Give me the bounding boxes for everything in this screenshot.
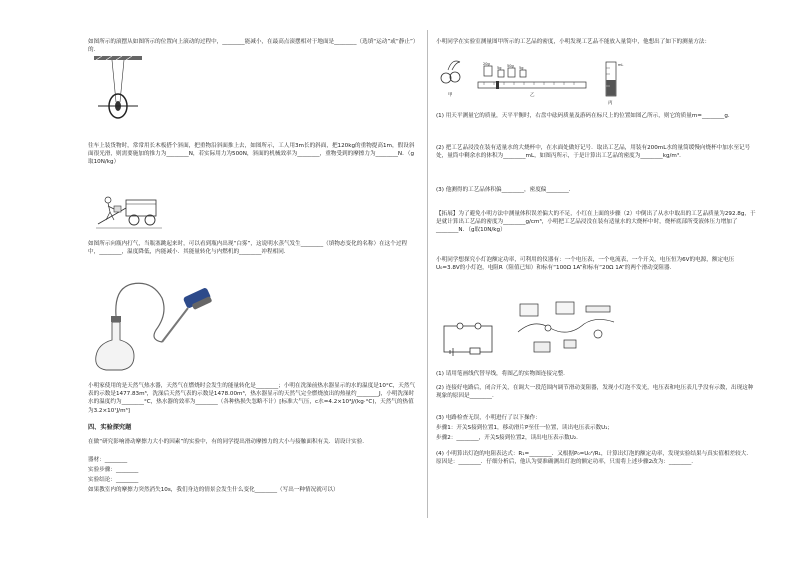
question-volume: (2) 把工艺品浸没在装有适量水的大烧杯中，在水面处做好记号．取出工艺品，用装有200mL水的量筒缓慢向烧杯中加水至记号处，量筒中剩余水的体积为________mL，如图丙所示，于是计算出工艺品的密度为________kg/m³. <box>436 145 751 160</box>
question-water-heater: 小明家使用的是天然气热水器，天然气在燃烧时会发生的能量转化是________；小明在洗澡前热水器显示的水的温度是10°C，天然气表的示数是1477.83m³，洗澡后天然气表的示数是1478.00m³，热水器显示的天然气完全燃烧放出的热量约________J，小明洗澡时水的温度约为________°C，热水器的效率为________（各种热损失忽略不计）[标准大气压，c水=4.2×10³J/(kg·°C)，天然气的热值为3.2×10⁷J/m³] <box>88 383 416 414</box>
question-lamp-intro: 小明同学想探究小灯泡额定功率，可利用的仪器有：一个电压表，一个电流表，一个开关，电压恒为6V的电源，额定电压U₀=3.8V的小灯泡，电阻R（阻值已知）和标有“100Ω 1A”和标有“20Ω 1A”的两个滑动变阻器. <box>436 257 735 272</box>
question-power-formula: (4) 小明算出灯泡的电阻表达式：R₁=________．又根据P₀=U₀²/R₁，计算出灯泡的额定功率，发现实验结果与真实值相差较大．原因是：________．仔细分析后，他认为要准确测出灯泡的额定功率，只需将上述步骤2改为：________. <box>436 451 752 466</box>
question-flask-pump: 如图所示向瓶内打气，当瓶塞跳起来时，可以看到瓶内出现“白雾”，这说明水蒸气发生________（填物态变化的名称）在这个过程中，________，温度降低，内能减小．其能量转化与内燃机的________冲程相同. <box>88 241 408 256</box>
label-bing: 丙 <box>608 101 613 106</box>
circuit-figures <box>438 292 638 364</box>
weight-label-3: 50g <box>507 64 514 68</box>
question-extension: 【拓展】为了避免小明方法中测量体积误差偏大的不足，小红在上面的步骤（2）中倒出了从水中取出的工艺品质量为292.8g，于是就计算出工艺品的密度为________g/cm³，小明把工艺品浸没在装有适量水的大烧杯中时，烧杯底部所受液体压力增加了________N．（g取10N/kg） <box>436 211 756 234</box>
question-fault: (2) 连接好电路后，闭合开关，在调大一段范围内调节滑动变阻器，发现小灯泡不发光，电压表和电压表几乎没有示数，出现这种现象的原因是________. <box>436 385 754 400</box>
artifact-figure <box>441 61 460 98</box>
question-operations: (3) 电路检查无误，小明进行了以下操作： <box>436 415 541 421</box>
density-figures <box>438 58 628 112</box>
label-yi: 乙 <box>530 93 535 98</box>
weight-label-1: 20g <box>483 62 490 66</box>
column-divider <box>427 30 428 518</box>
section-heading: 四、实验探究题 <box>88 424 132 431</box>
graduated-cylinder-figure <box>606 62 623 106</box>
answer-conclusion: 实验结论：________ <box>88 477 139 483</box>
cart-loading-figure <box>96 190 162 232</box>
question-connect-circuit: (1) 请用笔画线代替导线，将图乙的实物图连接完整. <box>436 371 565 377</box>
operation-step-1: 步骤1：开关S接到位置1，移动滑片P至任一位置，读出电压表示数U₁； <box>436 425 614 431</box>
balance-weights-figure <box>478 62 586 98</box>
weight-label-2: 5g <box>497 66 502 70</box>
question-inclined-plane: 往车上装货物时，常常用长木板搭个斜面，把重物沿斜面推上去，如图所示，工人用3m长的斜面，把120kg的重物提高1m，假设斜面很光滑，则需要施加的推力为________N，若实际用力为500N，斜面的机械效率为________，重物受到的摩擦力为________N．（g取10N/kg） <box>88 143 415 166</box>
question-mass: (1) 用天平测量它的质量，天平平衡时，右盘中砝码质量及游码在标尺上的位置如图乙所示，则它的质量m=________g. <box>436 113 730 119</box>
question-friction-disappear: 如果教室内的摩擦力突然消失10s，我们身边的情景会发生什么变化________（写出一种情况就可以） <box>88 487 339 493</box>
flask-pump-figure <box>92 278 222 372</box>
question-density-intro: 小明同学在实验室测量图甲所示的工艺品的密度，小明发现工艺品不能放入量筒中，他想出了如下的测量方法： <box>436 39 711 45</box>
question-friction-experiment: 在做“研究影响滑动摩擦力大小的因素”的实验中，有的同学提出滑动摩擦力的大小与接触面积有关．请设计实验． <box>88 439 368 445</box>
apparatus-figure <box>518 302 614 352</box>
weight-label-4: 5g <box>519 66 524 70</box>
operation-step-2: 步骤2：________，开关S接到位置2，读出电压表示数U₂. <box>436 435 578 441</box>
question-bias: (3) 他测得的工艺品体积偏________，密度偏________. <box>436 187 571 193</box>
answer-equipment: 器材：________ <box>88 457 128 463</box>
rolling-pendulum-figure <box>92 56 144 122</box>
cylinder-unit: mL <box>618 63 624 67</box>
question-rolling-pendulum: 如图所示的滚摆从如图所示的位置向上滚动的过程中，________能减小，在最高点滚摆相对于地面是________（选填“运动”或“静止”）的. <box>88 39 416 54</box>
label-jia: 甲 <box>448 93 453 98</box>
answer-steps: 实验步骤：________ <box>88 467 139 473</box>
circuit-diagram <box>444 323 492 356</box>
